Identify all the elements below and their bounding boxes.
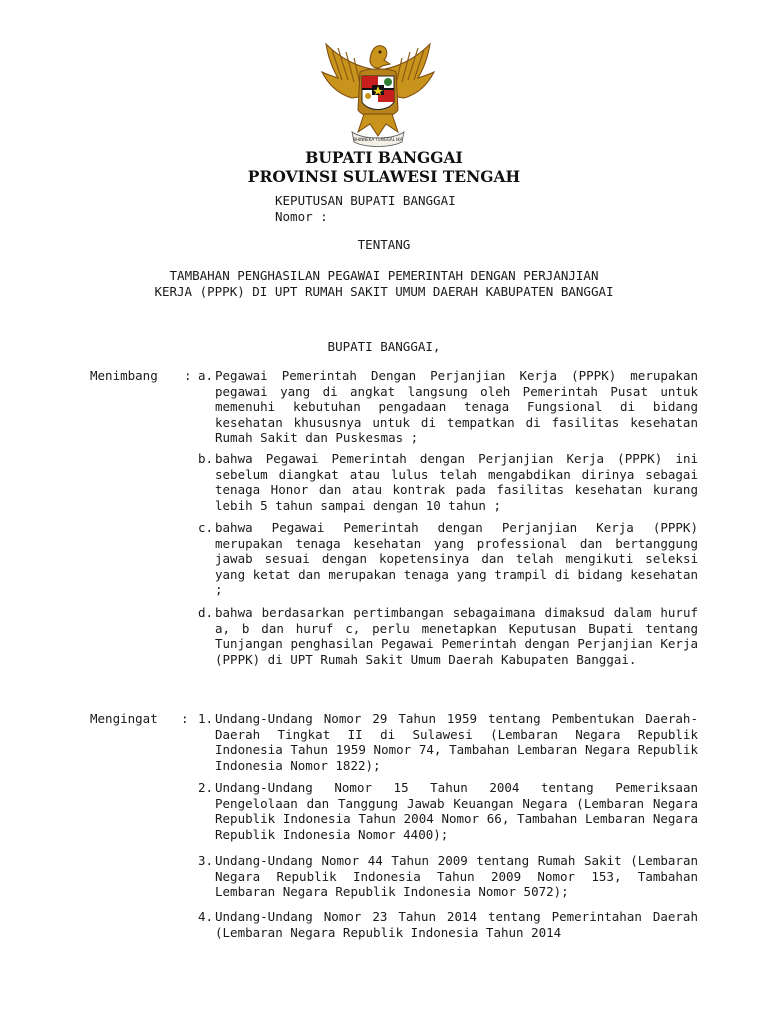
menimbang-marker-b: b. <box>198 451 214 466</box>
subject-line-2: KERJA (PPPK) DI UPT RUMAH SAKIT UMUM DAERAH KABUPATEN BANGGAI <box>154 284 614 299</box>
mengingat-colon: : <box>181 711 189 726</box>
province-title: PROVINSI SULAWESI TENGAH <box>247 167 521 186</box>
decree-number: Nomor : <box>275 209 328 224</box>
emblem-motto: BHINNEKA TUNGGAL IKA <box>353 137 403 142</box>
menimbang-item-b: bahwa Pegawai Pemerintah dengan Perjanjian Kerja (PPPK) ini sebelum diangkat atau lulus telah mengabdikan dirinya sebagai tenaga Honor dan atau kontrak pada fasilitas kesehatan kurang lebih 5 tahun sampai dengan 10 tahun ; <box>215 451 698 513</box>
menimbang-item-a: Pegawai Pemerintah Dengan Perjanjian Kerja (PPPK) merupakan pegawai yang di angkat langsung oleh Pemerintah Pusat untuk memenuhi kebutuhan pengadaan tenaga Fungsional di bidang kesehatan khususnya untuk di tempatkan di fasilitas kesehatan Rumah Sakit dan Puskesmas ; <box>215 368 698 445</box>
issuer-title: BUPATI BANGGAI <box>305 148 463 167</box>
mengingat-marker-1: 1. <box>198 711 214 726</box>
tentang-heading: TENTANG <box>357 237 411 252</box>
mengingat-marker-2: 2. <box>198 780 214 795</box>
menimbang-colon: : <box>184 368 192 383</box>
mengingat-item-3: Undang-Undang Nomor 44 Tahun 2009 tentang Rumah Sakit (Lembaran Negara Republik Indonesia Tahun 2009 Nomor 153, Tambahan Lembaran Negara Republik Indonesia Nomor 5072); <box>215 853 698 899</box>
garuda-emblem-icon <box>318 40 438 148</box>
mengingat-item-1: Undang-Undang Nomor 29 Tahun 1959 tentang Pembentukan Daerah-Daerah Tingkat II di Sulawesi (Lembaran Negara Republik Indonesia Tahun 1959 Nomor 74, Tambahan Lembaran Negara Republik Indonesia Nomor 1822); <box>215 711 698 773</box>
menimbang-marker-a: a. <box>198 368 214 383</box>
mengingat-marker-4: 4. <box>198 909 214 924</box>
mengingat-marker-3: 3. <box>198 853 214 868</box>
decree-title: KEPUTUSAN BUPATI BANGGAI <box>275 193 456 208</box>
menimbang-label: Menimbang <box>90 368 158 383</box>
mengingat-item-4: Undang-Undang Nomor 23 Tahun 2014 tentang Pemerintahan Daerah (Lembaran Negara Republik Indonesia Tahun 2014 <box>215 909 698 940</box>
menimbang-item-d: bahwa berdasarkan pertimbangan sebagaimana dimaksud dalam huruf a, b dan huruf c, perlu menetapkan Keputusan Bupati tentang Tunjangan penghasilan Pegawai Pemerintah dengan Perjanjian Kerja (PPPK) di UPT Rumah Sakit Umum Daerah Kabupaten Banggai. <box>215 605 698 667</box>
menimbang-marker-d: d. <box>198 605 214 620</box>
mengingat-item-2: Undang-Undang Nomor 15 Tahun 2004 tentang Pemeriksaan Pengelolaan dan Tanggung Jawab Keuangan Negara (Lembaran Negara Republik Indonesia Tahun 2004 Nomor 66, Tambahan Lembaran Negara Republik Indonesia Nomor 4400); <box>215 780 698 842</box>
menimbang-marker-c: c. <box>198 520 214 535</box>
subject-line-1: TAMBAHAN PENGHASILAN PEGAWAI PEMERINTAH DENGAN PERJANJIAN <box>169 268 599 283</box>
menimbang-item-c: bahwa Pegawai Pemerintah dengan Perjanjian Kerja (PPPK) merupakan tenaga kesehatan yang professional dan bertanggung jawab sesuai dengan kopetensinya dan telah mengikuti seleksi yang ketat dan merupakan tenaga yang trampil di bidang kesehatan ; <box>215 520 698 597</box>
issuer-heading: BUPATI BANGGAI, <box>327 339 441 354</box>
mengingat-label: Mengingat <box>90 711 158 726</box>
